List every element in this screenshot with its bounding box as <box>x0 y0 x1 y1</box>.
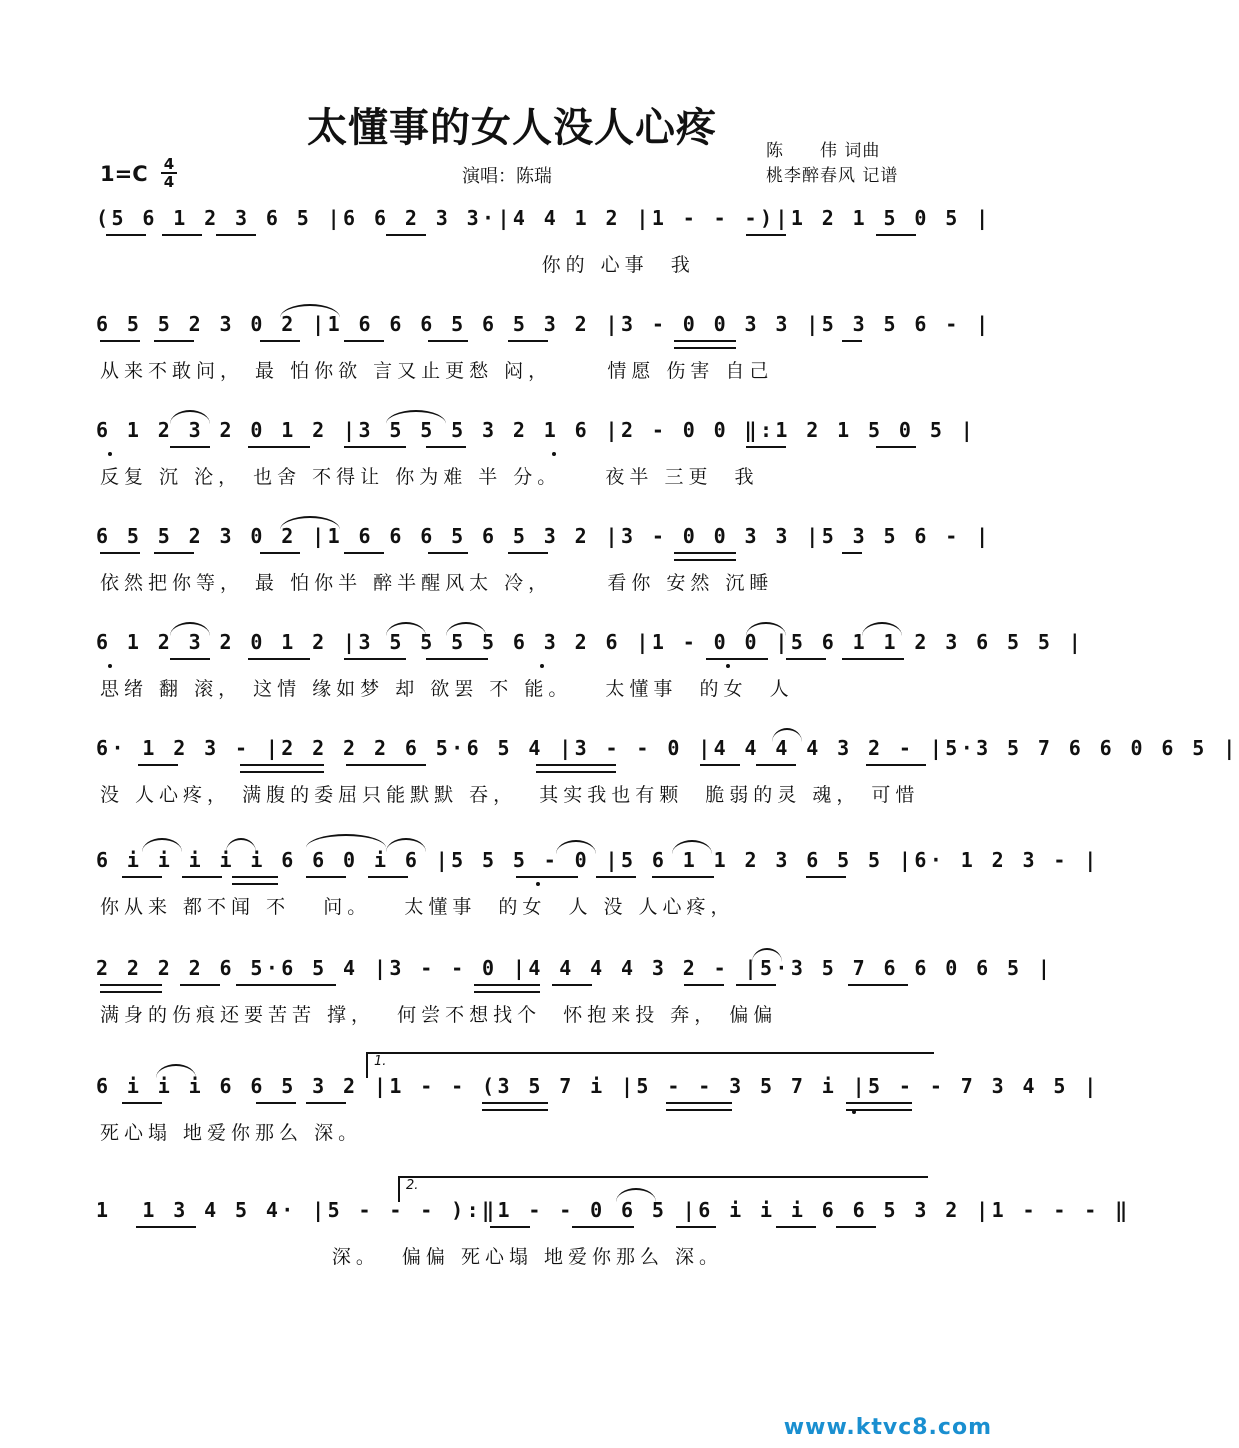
notation-line: 1 1 3 4 5 4· |5 - - - ):‖1 - - 0 6 5 |6 i i i 6 6 5 3 2 |1 - - - ‖ <box>96 1198 1131 1222</box>
score-row <box>96 1074 1100 1152</box>
lyrics-line: 你从来 都不闻 不 问。 太懂事 的女 人 没 人心疼， <box>100 896 735 918</box>
time-signature-bottom: 4 <box>163 173 175 191</box>
notation-line: 6 i i i 6 6 5 3 2 |1 - - (3 5 7 i |5 - - 3 5 7 i |5 - - 7 3 4 5 | <box>96 1074 1100 1098</box>
score-row <box>96 848 1100 926</box>
lyrics-line: 从来不敢问， 最 怕你欲 言又止更愁 闷， 情愿 伤害 自己 <box>100 360 774 382</box>
lyrics-line: 反复 沉 沦， 也舍 不得让 你为难 半 分。 夜半 三更 我 <box>100 466 759 488</box>
lyrics-line: 依然把你等， 最 怕你半 醉半醒风太 冷， 看你 安然 沉睡 <box>100 572 774 594</box>
lyrics-line: 没 人心疼， 满腹的委屈只能默默 吞， 其实我也有颗 脆弱的灵 魂， 可惜 <box>100 784 920 806</box>
notation-line: 6 i i i i i 6 6 0 i 6 |5 5 5 - 0 |5 6 1 1 2 3 6 5 5 |6· 1 2 3 - | <box>96 848 1100 872</box>
lyrics-line: 深。 偏偏 死心塌 地爱你那么 深。 <box>100 1246 724 1268</box>
lyrics-line: 思绪 翻 滚， 这情 缘如梦 却 欲罢 不 能。 太懂事 的女 人 <box>100 678 794 700</box>
first-ending-bracket: 1. <box>366 1052 934 1078</box>
time-signature <box>160 156 178 190</box>
notation-line: 6 5 5 2 3 0 2 |1 6 6 6 5 6 5 3 2 |3 - 0 0 3 3 |5 3 5 6 - | <box>96 524 992 548</box>
notation-line: (5 6 1 2 3 6 5 |6 6 2 3 3·|4 4 1 2 |1 - - -)|1 2 1 5 0 5 | <box>96 206 992 230</box>
notation-line: 6 1 2 3 2 0 1 2 |3 5 5 5 3 2 1 6 |2 - 0 0 ‖:1 2 1 5 0 5 | <box>96 418 977 442</box>
key-signature: 1=C <box>100 162 148 186</box>
watermark: www.ktvc8.com <box>783 1415 992 1440</box>
notation-line: 6 1 2 3 2 0 1 2 |3 5 5 5 5 6 3 2 6 |1 - 0 0 |5 6 1 1 2 3 6 5 5 | <box>96 630 1085 654</box>
notation-line: 2 2 2 2 6 5·6 5 4 |3 - - 0 |4 4 4 4 3 2 - |5·3 5 7 6 6 0 6 5 | <box>96 956 1054 980</box>
score-row <box>96 736 1239 814</box>
score-row <box>96 1198 1131 1276</box>
notation-line: 6 5 5 2 3 0 2 |1 6 6 6 5 6 5 3 2 |3 - 0 0 3 3 |5 3 5 6 - | <box>96 312 992 336</box>
notation-line: 6· 1 2 3 - |2 2 2 2 6 5·6 5 4 |3 - - 0 |4 4 4 4 3 2 - |5·3 5 7 6 6 0 6 5 | <box>96 736 1239 760</box>
lyrics-line: 满身的伤痕还要苦苦 撑， 何尝不想找个 怀抱来投 奔， 偏偏 <box>100 1004 778 1026</box>
score-row <box>96 630 1085 708</box>
score-row <box>96 418 977 496</box>
lyrics-line: 你的 心事 我 <box>100 254 695 276</box>
singer-credit: 演唱：陈瑞 <box>462 166 552 187</box>
score-row <box>96 524 992 602</box>
time-signature-top: 4 <box>163 155 175 173</box>
score-row <box>96 956 1054 1034</box>
composer-credit: 陈 伟 词曲 <box>766 141 881 161</box>
second-ending-bracket: 2. <box>398 1176 928 1202</box>
score-row <box>96 206 992 284</box>
transcriber-credit: 桃李醉春风 记谱 <box>766 166 899 186</box>
page-title: 太懂事的女人没人心疼 <box>307 104 717 151</box>
lyrics-line: 死心塌 地爱你那么 深。 <box>100 1122 363 1144</box>
score-row <box>96 312 992 390</box>
